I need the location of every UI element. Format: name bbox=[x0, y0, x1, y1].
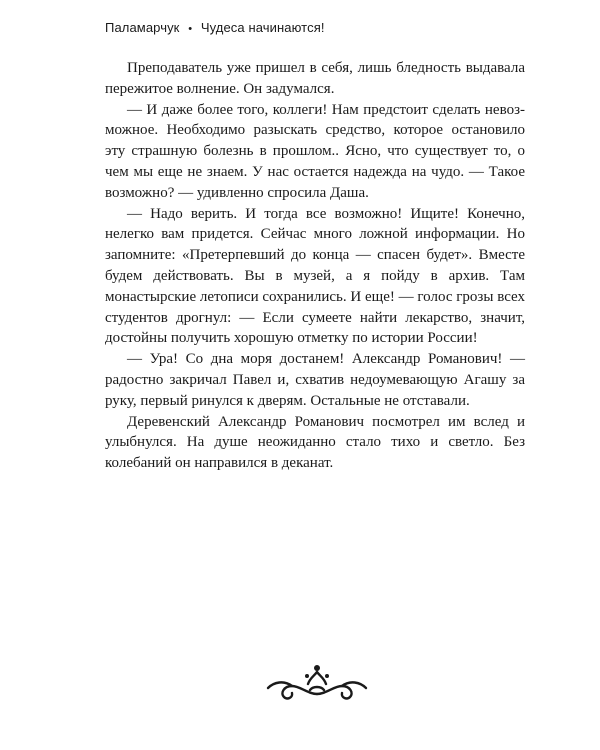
scroll-flourish-icon bbox=[262, 660, 372, 704]
paragraph: Деревенский Александр Романович посмотрел им вслед и улыбнулся. На душе неожиданно стало тихо и светло. Без колебаний он направился в деканат. bbox=[105, 413, 525, 472]
running-head-title: Чудеса начинаются! bbox=[200, 20, 325, 35]
paragraph: — Надо верить. И тогда все возможно! Ищите! Конечно, нелегко вам придется. Сейчас много ложной информации. Но запомните: «Претерпевший до конца — спасен будет». Вместе будем действовать. Вы в музей, а я пойду в архив. Там монастырские летописи сохранились. И еще! — голос грозы всех студентов дрогнул: — Если сумеете найти лекарство, значит, достойны получить хорошую отметку по истории России! bbox=[105, 205, 525, 347]
body-text bbox=[105, 58, 525, 474]
running-head-separator: • bbox=[188, 23, 193, 35]
running-head-author: Паламарчук bbox=[105, 20, 180, 35]
paragraph: Преподаватель уже пришел в себя, лишь бледность выдавала пережитое волнение. Он задумался. bbox=[105, 60, 525, 97]
running-head bbox=[105, 20, 325, 35]
paragraph: — Ура! Со дна моря достанем! Александр Романович! — радостно закричал Павел и, схватив недоумевающую Агашу за руку, первый ринулся к дверям. Остальные не отставали. bbox=[105, 351, 525, 409]
paragraph: — И даже более того, коллеги! Нам предстоит сделать невозможное. Необходимо разыскать средство, которое остановило эту страшную болезнь в прошлом.. Ясно, что существует то, о чем мы еще не знаем. У нас остается надежда на чудо. — Такое возможно? — удивленно спросила Даша. bbox=[105, 101, 525, 201]
